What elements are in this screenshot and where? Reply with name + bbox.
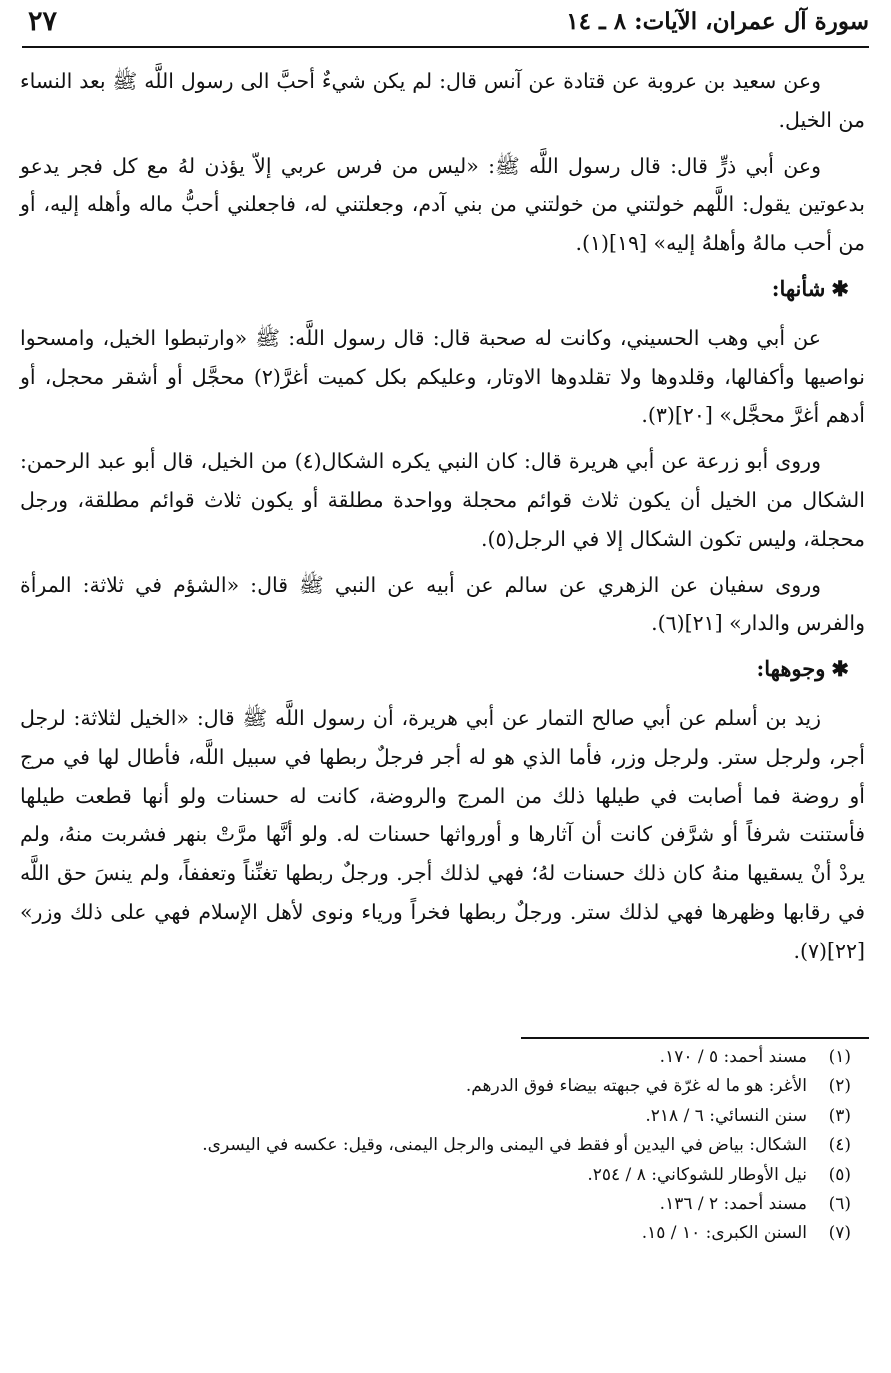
section-heading-wujuhuha (20, 650, 865, 689)
footnote-text: السنن الكبرى: ١٠ / ١٥. (641, 1223, 807, 1244)
footnote-text: نيل الأوطار للشوكاني: ٨ / ٢٥٤. (587, 1164, 807, 1185)
asterisk-icon: ✱ (831, 656, 849, 682)
page-header (22, 4, 869, 48)
footnote-text: مسند أحمد: ٥ / ١٧٠. (659, 1047, 807, 1067)
section-heading-shanuha (20, 270, 865, 309)
surah-title: سورة آل عمران، الآيات: ٨ ـ ١٤ (566, 8, 869, 35)
paragraph-abu-dhar: وعن أبي ذرٍّ قال: قال رسول اللَّه ﷺ: «ليس من فرس عربي إلاّ يؤذن لهُ مع كل فجر يدعو بدعوتين يقول: اللَّهم خولتني من خولتني من بني آدم، وجعلتني له، فاجعلني أحبُّ ماله وأهله إليه، أو من أحب مالهُ وأهلهُ إليه» [١٩](١). (20, 153, 865, 256)
footnote-text: سنن النسائي: ٦ / ٢١٨. (645, 1105, 807, 1126)
footnote-text: الأغر: هو ما له غرّة في جبهته بيضاء فوق الدرهم. (465, 1076, 807, 1097)
footnote-number: (٥) (828, 1164, 851, 1185)
paragraph-zayd: زيد بن أسلم عن أبي صالح التمار عن أبي هريرة، أن رسول اللَّه ﷺ قال: «الخيل لثلاثة: لرجل أجر، ولرجل ستر. ولرجل وزر، فأما الذي هو له أجر فرجلٌ ربطها في سبيل اللَّه، فأطال لها في مرج أو روضة فما أصابت في طيلها ذلك من المرج والروضة، كانت له حسنات ولو أنها قطعت طيلها فأستنت شرفاً أو شرَّفن كانت أن آثارها و أورواثها حسنات له. ولو أنَّها مرَّتْ بنهر فشربت منهُ، ولم يردْ أنْ يسقيها منهُ كان ذلك حسنات لهُ؛ فهي لذلك أجر. ورجلٌ ربطها تغنِّناً وتعففاً، ولم ينسَ حق اللَّه في رقابها وظهرها فهي لذلك ستر. ورجلٌ ربطها فخراً ورياء ونوى لأهل الإسلام فهي على ذلك وزر» [٢٢](٧). (20, 705, 865, 963)
footnote-item (20, 1043, 851, 1072)
footnote-number: (١) (828, 1047, 851, 1067)
footnote-text: الشكال: بياض في اليدين أو فقط في اليمنى والرجل اليمنى، وقيل: عكسه في اليسرى. (202, 1135, 807, 1156)
paragraph-abu-zura: وروى أبو زرعة عن أبي هريرة قال: كان النبي يكره الشكال(٤) من الخيل، قال أبو عبد الرحمن: الشكال من الخيل أن يكون ثلاث قوائم محجلة وواحدة مطلقة أو يكون ثلاث قوائم مطلقة، ورجل محجلة، وليس تكون الشكال إلا في الرجل(٥). (20, 449, 865, 551)
paragraph-saeed: وعن سعيد بن عروبة عن قتادة عن آنس قال: لم يكن شيءٌ أحبَّ الى رسول اللَّه ﷺ بعد النساء من الخيل. (20, 69, 865, 132)
footnote-item (20, 1190, 851, 1219)
paragraph-sufyan: وروى سفيان عن الزهري عن سالم عن أبيه عن النبي ﷺ قال: «الشؤم في ثلاثة: المرأة والفرس والدار» [٢١](٦). (20, 572, 865, 636)
footnote-item (20, 1102, 851, 1131)
footnote-number: (٣) (828, 1105, 851, 1126)
section-heading-label: وجوهها: (756, 656, 826, 682)
footnote-number: (٦) (828, 1194, 851, 1215)
page-body (20, 62, 865, 978)
section-heading-label: شأنها: (771, 275, 826, 301)
footnote-item (20, 1131, 851, 1160)
footnote-number: (٤) (828, 1135, 851, 1156)
asterisk-icon: ✱ (831, 275, 849, 301)
footnote-item (20, 1161, 851, 1190)
footnote-divider (521, 1037, 869, 1039)
footnote-number: (٢) (828, 1076, 851, 1097)
footnote-number: (٧) (828, 1223, 851, 1244)
footnote-text: مسند أحمد: ٢ / ١٣٦. (659, 1194, 807, 1215)
header-divider (22, 46, 869, 48)
footnote-item (20, 1219, 851, 1248)
page-number: ٢٧ (28, 6, 58, 37)
footnotes (20, 1043, 851, 1249)
footnote-item (20, 1072, 851, 1101)
paragraph-abu-wahb: عن أبي وهب الحسيني، وكانت له صحبة قال: قال رسول اللَّه: ﷺ «وارتبطوا الخيل، وامسحوا نواصيها وأكفالها، وقلدوها ولا تقلدوها الاوتار، وعليكم بكل كميت أغرَّ(٢) محجَّل أو أشقر محجل، أو أدهم أغرَّ محجَّل» [٢٠](٣). (20, 325, 865, 428)
